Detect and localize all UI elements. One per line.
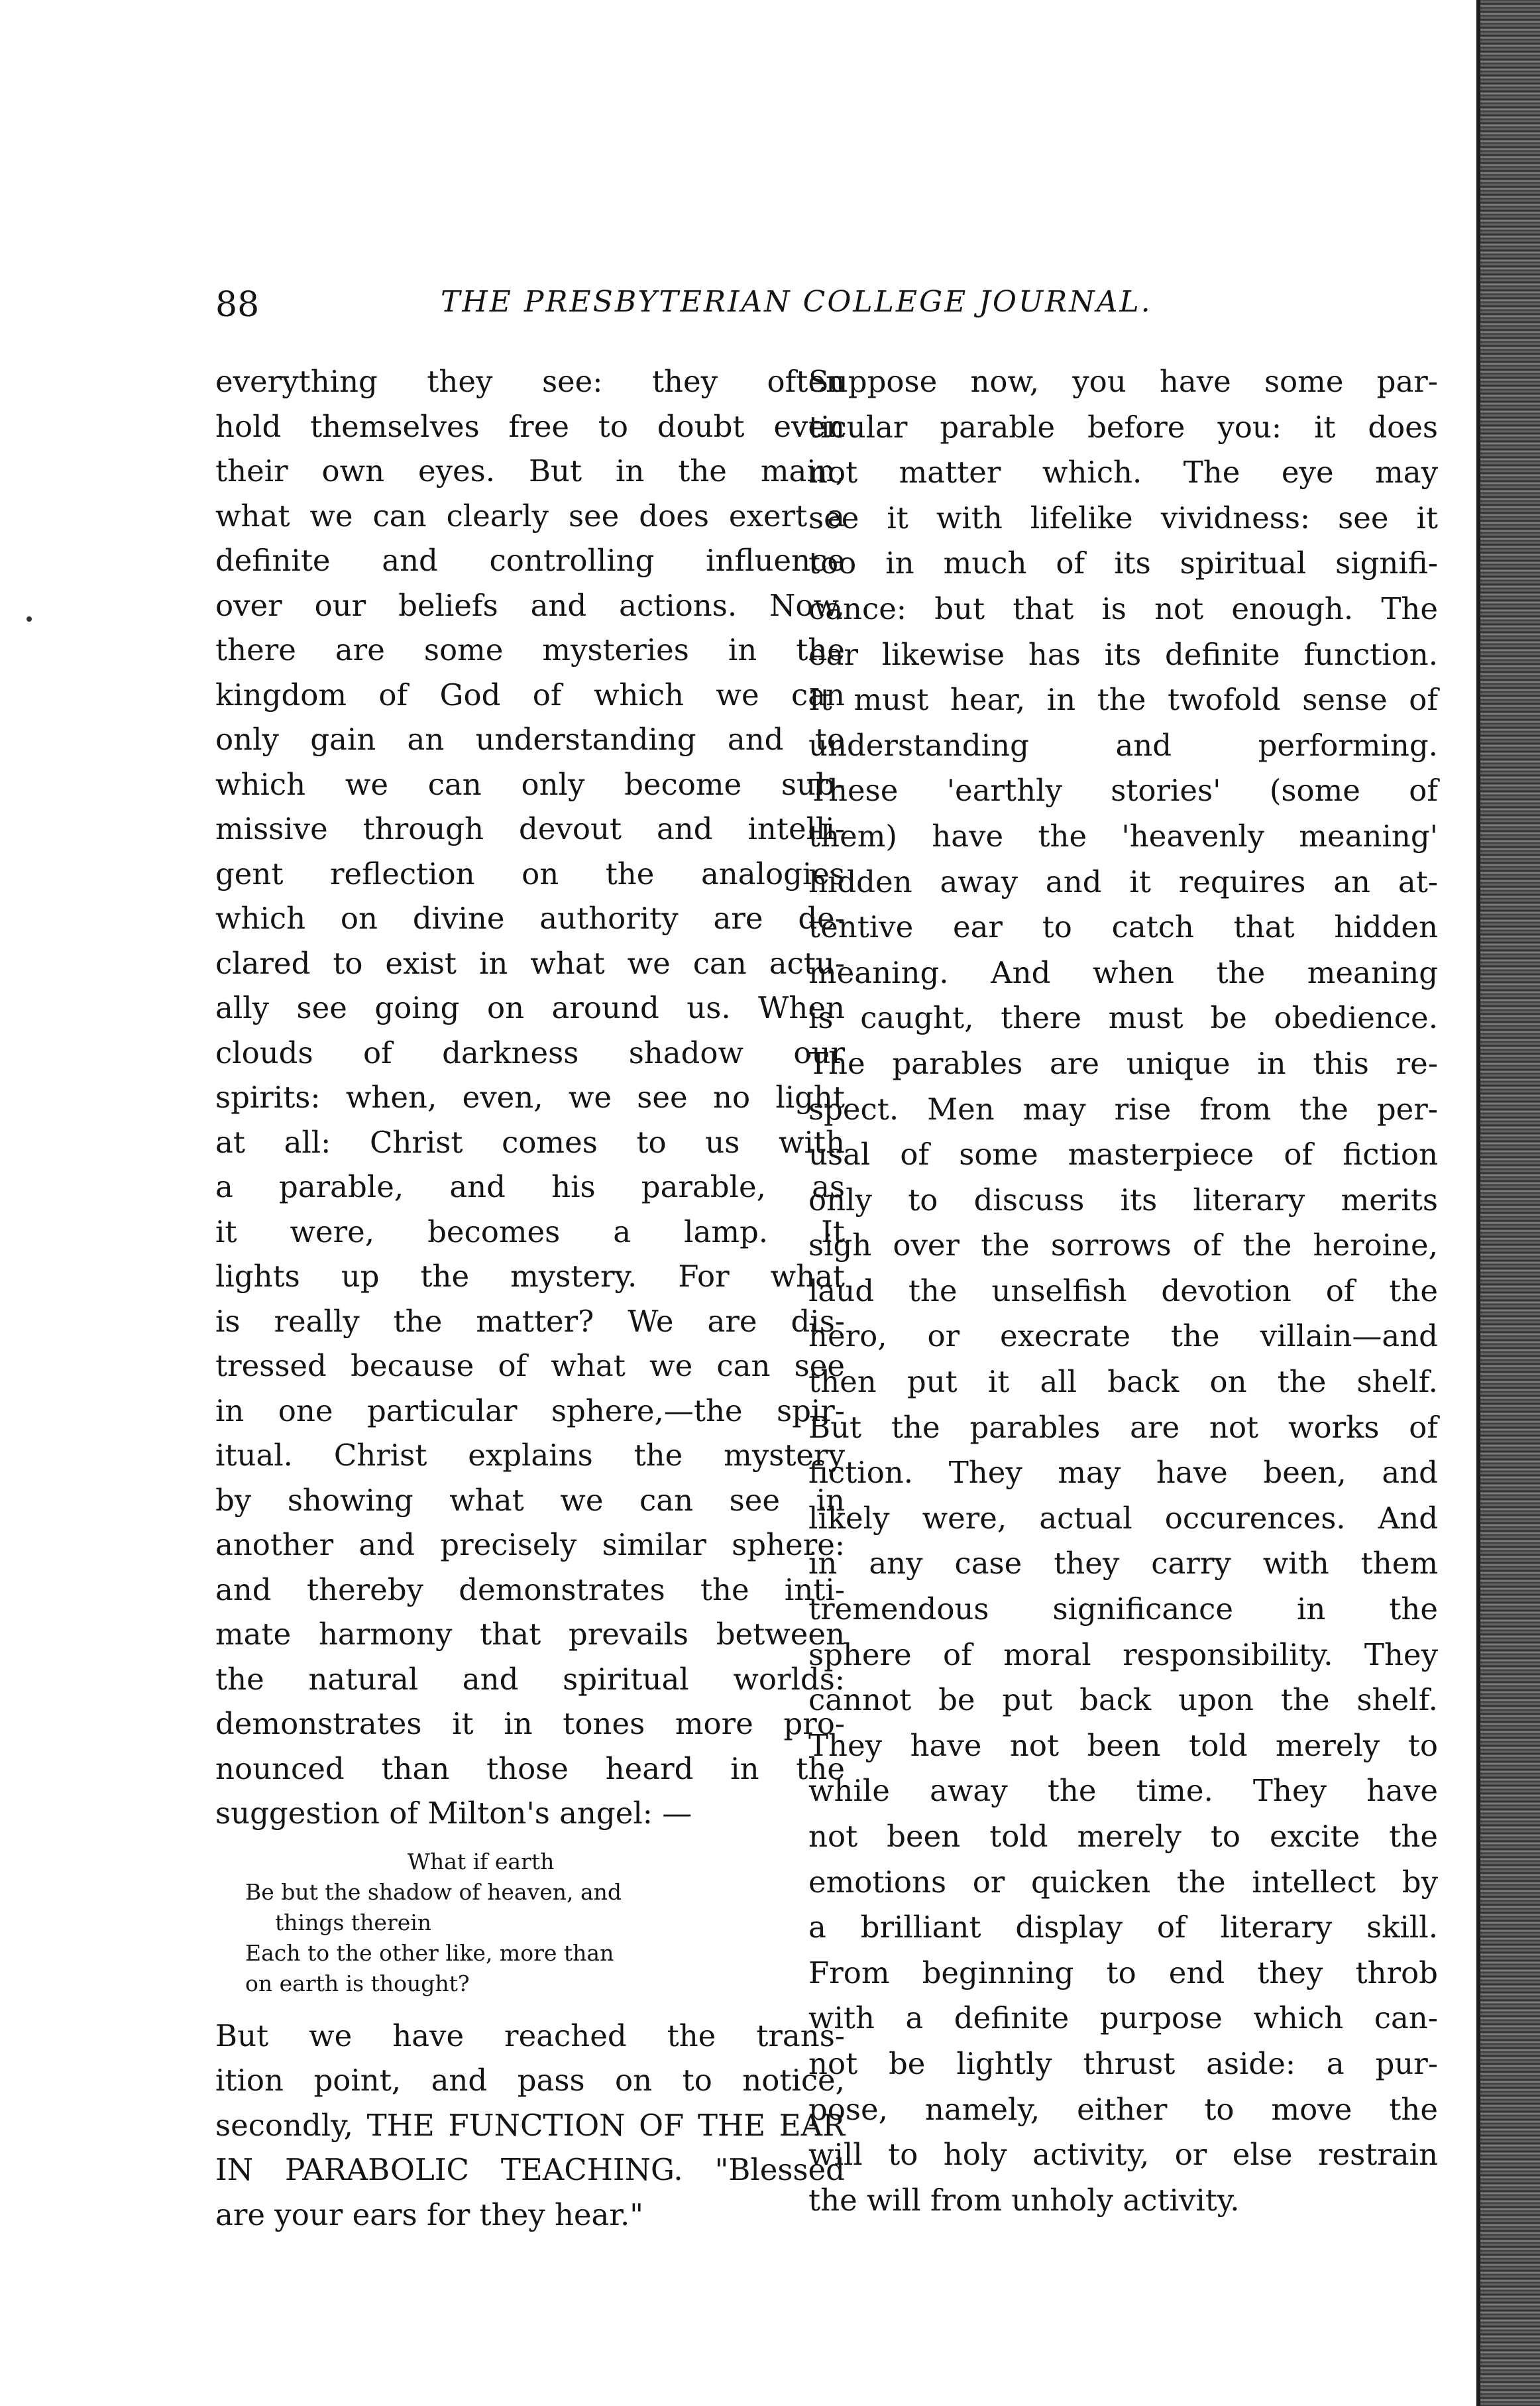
text-line: clared to exist in what we can actu- xyxy=(215,945,845,981)
running-title: THE PRESBYTERIAN COLLEGE JOURNAL. xyxy=(441,285,1152,319)
text-line: mate harmony that prevails between xyxy=(215,1617,845,1652)
text-line: not been told merely to excite the xyxy=(808,1819,1438,1854)
text-line: secondly, THE FUNCTION OF THE EAR xyxy=(215,2107,845,2143)
text-line: at all: Christ comes to us with xyxy=(215,1124,845,1160)
text-line: while away the time. They have xyxy=(808,1773,1438,1809)
text-line: cannot be put back upon the shelf. xyxy=(808,1682,1438,1718)
text-line: and thereby demonstrates the inti- xyxy=(215,1572,845,1607)
text-line: laud the unselfish devotion of the xyxy=(808,1273,1438,1308)
text-line: ticular parable before you: it does xyxy=(808,409,1438,445)
text-line: by showing what we can see in xyxy=(215,1482,845,1518)
quote-line: Each to the other like, more than xyxy=(245,1939,614,1966)
text-line: fiction. They may have been, and xyxy=(808,1455,1438,1491)
quote-line: What if earth xyxy=(408,1848,555,1874)
text-line: But we have reached the trans- xyxy=(215,2018,845,2053)
text-line: tentive ear to catch that hidden xyxy=(808,909,1438,945)
text-line: suggestion of Milton's angel: — xyxy=(215,1796,692,1831)
text-line: which we can only become sub- xyxy=(215,766,845,802)
text-line: another and precisely similar sphere: xyxy=(215,1527,845,1562)
text-line: is caught, there must be obedience. xyxy=(808,1000,1438,1036)
text-line: usal of some masterpiece of fiction xyxy=(808,1137,1438,1173)
text-line: tremendous significance in the xyxy=(808,1591,1438,1627)
text-line: a parable, and his parable, as xyxy=(215,1169,845,1204)
right-column xyxy=(808,359,1438,2223)
text-line: pose, namely, either to move the xyxy=(808,2091,1438,2127)
text-line: in any case they carry with them xyxy=(808,1546,1438,1581)
left-column xyxy=(215,359,845,2237)
text-line: definite and controlling influence xyxy=(215,543,845,578)
text-line: too in much of its spiritual signifi- xyxy=(808,545,1438,581)
text-line: what we can clearly see does exert a xyxy=(215,498,845,534)
text-line: kingdom of God of which we can xyxy=(215,677,845,713)
text-line: it were, becomes a lamp. It xyxy=(215,1214,845,1249)
text-line: tressed because of what we can see xyxy=(215,1348,845,1383)
text-line: them) have the 'heavenly meaning' xyxy=(808,818,1438,854)
text-line: the will from unholy activity. xyxy=(808,2182,1240,2218)
text-line: itual. Christ explains the mystery xyxy=(215,1438,845,1473)
text-line: the natural and spiritual worlds: xyxy=(215,1661,845,1697)
text-line: sphere of moral responsibility. They xyxy=(808,1636,1438,1672)
text-line: hero, or execrate the villain—and xyxy=(808,1318,1438,1354)
left-column-text xyxy=(215,359,845,1836)
text-line: ear likewise has its definite function. xyxy=(808,636,1438,672)
text-line: then put it all back on the shelf. xyxy=(808,1364,1438,1400)
text-line: hidden away and it requires an at- xyxy=(808,864,1438,899)
text-line: It must hear, in the twofold sense of xyxy=(808,682,1438,718)
text-line: IN PARABOLIC TEACHING. "Blessed xyxy=(215,2152,845,2187)
text-line: gent reflection on the analogies xyxy=(215,856,845,891)
text-line: cance: but that is not enough. The xyxy=(808,591,1438,626)
text-line: there are some mysteries in the xyxy=(215,632,845,667)
text-line: ally see going on around us. When xyxy=(215,990,845,1025)
text-line: clouds of darkness shadow our xyxy=(215,1035,845,1070)
quote-line: things therein xyxy=(275,1909,432,1935)
text-line: But the parables are not works of xyxy=(808,1409,1438,1445)
text-line: in one particular sphere,—the spir- xyxy=(215,1393,845,1428)
text-line: see it with lifelike vividness: see it xyxy=(808,500,1438,536)
text-line: not matter which. The eye may xyxy=(808,455,1438,490)
page-number: 88 xyxy=(215,285,260,325)
text-line: not be lightly thrust aside: a pur- xyxy=(808,2045,1438,2081)
left-column-closing-text xyxy=(215,2014,845,2238)
text-line: likely were, actual occurences. And xyxy=(808,1500,1438,1536)
text-line: nounced than those heard in the xyxy=(215,1750,845,1786)
text-line: only to discuss its literary merits xyxy=(808,1182,1438,1218)
text-line: is really the matter? We are dis- xyxy=(215,1303,845,1339)
text-line: over our beliefs and actions. Now, xyxy=(215,587,845,623)
text-line: everything they see: they often xyxy=(215,364,845,399)
text-line: which on divine authority are de- xyxy=(215,901,845,936)
text-line: meaning. And when the meaning xyxy=(808,954,1438,990)
text-line: only gain an understanding and to xyxy=(215,722,845,757)
text-line: their own eyes. But in the main, xyxy=(215,453,845,488)
text-line: The parables are unique in this re- xyxy=(808,1045,1438,1081)
text-line: They have not been told merely to xyxy=(808,1727,1438,1763)
right-column-text xyxy=(808,359,1438,2223)
quote-line: on earth is thought? xyxy=(245,1970,470,1996)
quote-line: Be but the shadow of heaven, and xyxy=(245,1878,622,1905)
milton-quotation xyxy=(215,1847,845,1999)
scan-speck xyxy=(27,616,32,622)
text-line: ition point, and pass on to notice, xyxy=(215,2063,845,2098)
text-line: a brilliant display of literary skill. xyxy=(808,1910,1438,1945)
text-line: Suppose now, you have some par- xyxy=(808,364,1438,399)
page-header xyxy=(215,285,1223,338)
text-line: emotions or quicken the intellect by xyxy=(808,1864,1438,1900)
text-line: understanding and performing. xyxy=(808,727,1438,763)
text-line: are your ears for they hear." xyxy=(215,2197,643,2232)
text-line: with a definite purpose which can- xyxy=(808,2000,1438,2036)
text-line: sigh over the sorrows of the heroine, xyxy=(808,1228,1438,1263)
text-line: These 'earthly stories' (some of xyxy=(808,773,1438,809)
text-line: hold themselves free to doubt even xyxy=(215,408,845,444)
text-line: missive through devout and intelli- xyxy=(215,811,845,846)
text-line: From beginning to end they throb xyxy=(808,1955,1438,1990)
text-line: demonstrates it in tones more pro- xyxy=(215,1706,845,1741)
text-line: lights up the mystery. For what xyxy=(215,1259,845,1294)
scan-book-edge xyxy=(1480,0,1540,2406)
text-line: spirits: when, even, we see no light xyxy=(215,1080,845,1115)
text-line: will to holy activity, or else restrain xyxy=(808,2137,1438,2173)
text-line: spect. Men may rise from the per- xyxy=(808,1091,1438,1127)
